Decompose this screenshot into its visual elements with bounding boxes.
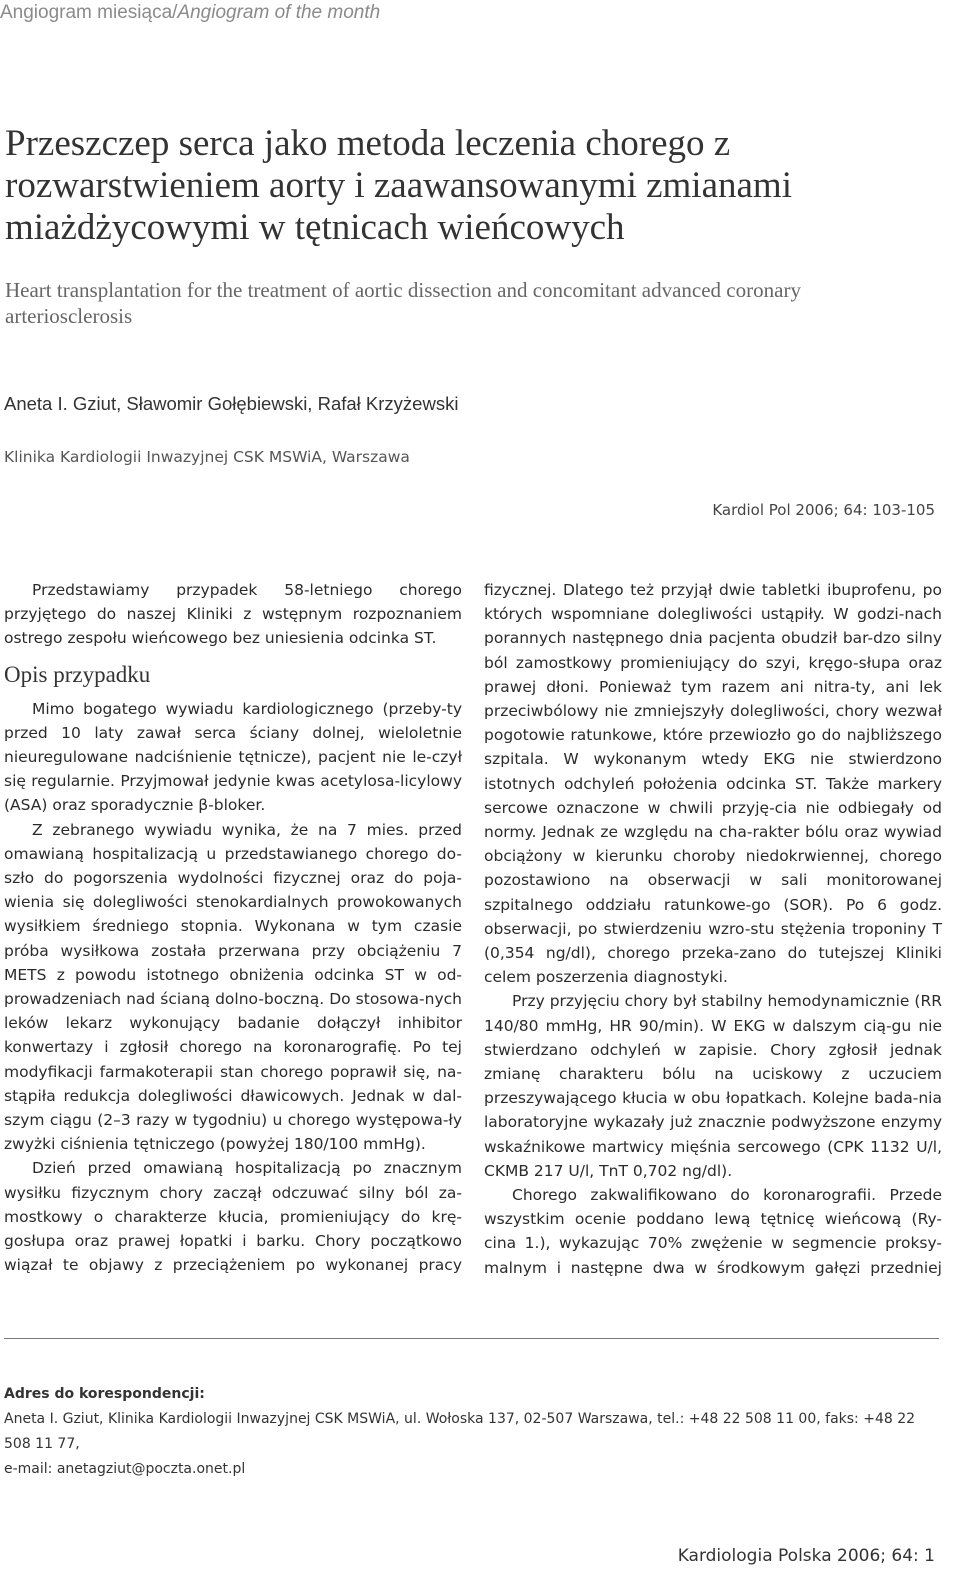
affiliation: Klinika Kardiologii Inwazyjnej CSK MSWiA, Warszawa (4, 448, 410, 466)
section-label-en: Angiogram of the month (177, 2, 381, 23)
body-column-left (4, 578, 462, 1277)
body-column-right (484, 578, 942, 1280)
section-heading: Opis przypadku (4, 661, 151, 687)
correspondence-title: Adres do korespondencji: (4, 1386, 205, 1402)
article-title-en: Heart transplantation for the treatment of aortic dissection and concomitant advanced coronary arteriosclerosis (5, 278, 801, 328)
journal-footer: Kardiologia Polska 2006; 64: 1 (677, 1546, 935, 1566)
body-paragraph: Mimo bogatego wywiadu kardiologicznego (przeby-ty przed 10 laty zawał serca ściany dolnej, wieloletnie nieuregulowane nadciśnienie tętnicze), pacjent nie le-czył się regularnie. Przyjmował jedynie kwas acetylosa-licylowy (ASA) oraz sporadycznie β-bloker. (4, 699, 462, 815)
body-paragraph: fizycznej. Dlatego też przyjął dwie tabletki ibuprofenu, po których wspomniane dolegliwości ustąpiły. W godzi-nach porannych następnego dnia pacjenta obudził bar-dzo silny ból zamostkowy promieniujący do szyi, kręgo-słupa oraz prawej dłoni. Ponieważ tym razem ani nitra-ty, ani lek przeciwbólowy nie zmniejszyły dolegliwości, chory wezwał pogotowie ratunkowe, które przewiozło go do najbliższego szpitala. W wykonanym wtedy EKG nie stwierdzono istotnych odchyleń położenia odcinka ST. Także markery sercowe oznaczone w chwili przyję-cia nie odbiegały od normy. Jednak ze względu na cha-rakter bólu oraz wywiad obciążony w kierunku choroby niedokrwiennej, chorego pozostawiono na obserwacji w sali monitorowanej szpitalnego oddziału ratunkowe-go (SOR). Po 6 godz. obserwacji, po stwierdzeniu wzro-stu stężenia troponiny T (0,354 ng/dl), chorego przeka-zano do tutejszej Kliniki celem poszerzenia diagnostyki. (484, 581, 942, 987)
citation: Kardiol Pol 2006; 64: 103-105 (712, 501, 935, 519)
authors: Aneta I. Gziut, Sławomir Gołębiewski, Rafał Krzyżewski (4, 393, 459, 414)
correspondence-email: e-mail: anetagziut@poczta.onet.pl (4, 1461, 246, 1477)
section-label (0, 2, 380, 24)
correspondence-address: Aneta I. Gziut, Klinika Kardiologii Inwazyjnej CSK MSWiA, ul. Wołoska 137, 02-507 Warszawa, tel.: +48 22 508 11 00, faks: +48 22 508 11 77, (4, 1411, 916, 1452)
article-title: Przeszczep serca jako metoda leczenia chorego z rozwarstwieniem aorty i zaawansowanymi zmianami miażdżycowymi w tętnicach wieńcowych (5, 123, 792, 248)
body-paragraph: Z zebranego wywiadu wynika, że na 7 mies. przed omawianą hospitalizacją u przedstawianego chorego do-szło do pogorszenia wydolności fizycznej oraz do poja-wienia się dolegliwości stenokardialnych prowokowanych wysiłkiem średniego stopnia. Wykonana w tym czasie próba wysiłkowa została przerwana przy obciążeniu 7 METS z powodu istotnego obniżenia odcinka ST w od-prowadzeniach nad ścianą dolno-boczną. Do stosowa-nych leków lekarz wykonujący badanie dołączył inhibitor konwertazy i zgłosił chorego na koronarografię. Po tej modyfikacji farmakoterapii stan chorego poprawił się, na-stąpiła redukcja dolegliwości dławicowych. Jednak w dal-szym ciągu (2–3 razy w tygodniu) u chorego występowa-ły zwyżki ciśnienia tętniczego (powyżej 180/100 mmHg). (4, 820, 462, 1154)
divider (4, 1338, 939, 1339)
intro-paragraph: Przedstawiamy przypadek 58-letniego chorego przyjętego do naszej Kliniki z wstępnym rozpoznaniem ostrego zespołu wieńcowego bez uniesienia odcinka ST. (4, 581, 462, 648)
body-paragraph: Chorego zakwalifikowano do koronarografii. Przede wszystkim ocenie poddano lewą tętnicę wieńcową (Ry-cina 1.), wykazując 70% zwężenie w segmencie proksy-malnym i następne dwa w środkowym gałęzi przedniej (484, 1186, 942, 1277)
body-paragraph: Dzień przed omawianą hospitalizacją po znacznym wysiłku fizycznym chory zaczął odczuwać silny ból za-mostkowy o charakterze kłucia, promieniujący do krę-gosłupa oraz prawej łopatki i barku. Chory początkowo wiązał te objawy z przeciążeniem po wykonanej pracy (4, 1159, 462, 1275)
section-label-pl: Angiogram miesiąca/ (0, 2, 178, 23)
body-paragraph: Przy przyjęciu chory był stabilny hemodynamicznie (RR 140/80 mmHg, HR 90/min). W EKG w dalszym cią-gu nie stwierdzano odchyleń w zapisie. Chory zgłosił jednak zmianę charakteru bólu na uciskowy z uczuciem przeszywającego kłucia w obu łopatkach. Kolejne bada-nia laboratoryjne wykazały już znacznie podwyższone enzymy wskaźnikowe martwicy mięśnia sercowego (CPK 1132 U/l, CKMB 217 U/l, TnT 0,702 ng/dl). (484, 992, 942, 1180)
correspondence (4, 1382, 939, 1482)
